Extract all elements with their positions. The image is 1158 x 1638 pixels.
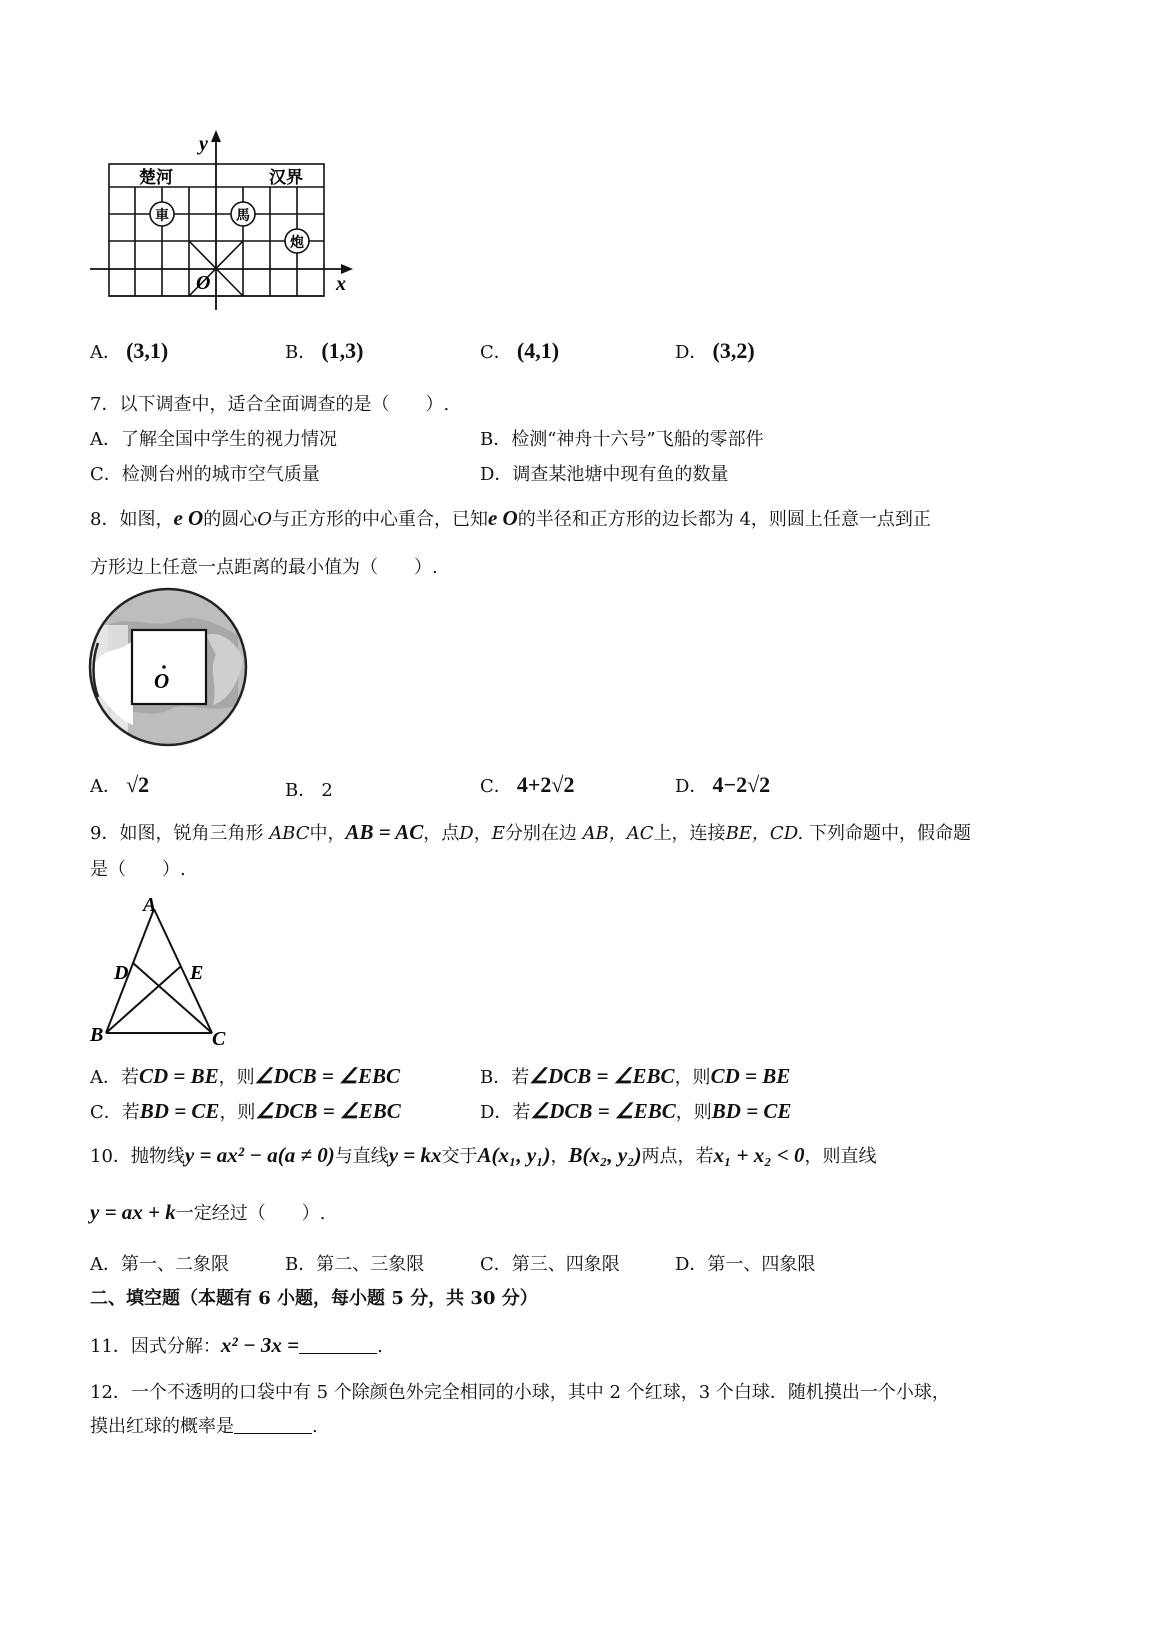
q9-point-d: D bbox=[459, 823, 474, 844]
section-2-heading: 二、填空题（本题有 6 小题，每小题 5 分，共 30 分） bbox=[90, 1288, 538, 1309]
q9-option-b-cond: ∠DCB = ∠EBC bbox=[529, 1064, 675, 1088]
q9-text-c: ，点 bbox=[423, 823, 460, 844]
q6-option-c-letter: C． bbox=[480, 342, 512, 363]
origin-label: O bbox=[196, 272, 211, 294]
q9-option-c-mid: ，则 bbox=[219, 1102, 256, 1123]
q6-option-d-value: (3,2) bbox=[712, 338, 755, 363]
q9-text-d: 分别在边 bbox=[504, 823, 577, 844]
q9-option-a-concl: ∠DCB = ∠EBC bbox=[254, 1064, 400, 1088]
q10-parabola: y = ax² − a(a ≠ 0) bbox=[184, 1143, 335, 1167]
circle-center-label: O bbox=[154, 669, 170, 693]
cannon-piece bbox=[285, 229, 309, 253]
q12-end: . bbox=[312, 1416, 318, 1437]
vertex-c-label: C bbox=[212, 1028, 226, 1050]
q10-text-b: 与直线 bbox=[334, 1146, 389, 1167]
q9-option-c bbox=[90, 1098, 401, 1124]
triangle-figure bbox=[88, 893, 238, 1053]
q8-option-c-letter: C． bbox=[480, 776, 512, 797]
q9-option-a-mid: ，则 bbox=[218, 1067, 255, 1088]
q6-option-c bbox=[480, 338, 559, 364]
q6-option-a-value: (3,1) bbox=[126, 338, 169, 363]
q9-option-d bbox=[480, 1098, 791, 1124]
q10-condition: x₁ + x₂ < 0 bbox=[713, 1143, 805, 1167]
q9-point-e: E bbox=[491, 823, 505, 844]
q9-option-b-concl: CD = BE bbox=[710, 1064, 791, 1088]
q7-option-a: A．了解全国中学生的视力情况 bbox=[90, 429, 337, 450]
q9-stem-line2: 是（ ）. bbox=[90, 859, 186, 880]
q10-option-d: D．第一、四象限 bbox=[675, 1254, 816, 1275]
q9-option-c-concl: ∠DCB = ∠EBC bbox=[255, 1099, 401, 1123]
q10-point-a: A(x₁, y₁) bbox=[477, 1143, 551, 1167]
q9-option-a-cond: CD = BE bbox=[139, 1064, 219, 1088]
q8-option-d-letter: D． bbox=[675, 776, 708, 797]
q9-comma: ， bbox=[473, 823, 492, 844]
q8-option-b-value: 2 bbox=[321, 780, 333, 801]
q12-text: 摸出红球的概率是 bbox=[90, 1416, 234, 1437]
q10-text-c: 交于 bbox=[441, 1146, 478, 1167]
q8-text-c: 与正方形的中心重合，已知 bbox=[271, 509, 488, 530]
q8-option-a bbox=[90, 772, 149, 798]
q10-text-e: ，则直线 bbox=[804, 1146, 877, 1167]
q9-option-c-cond: BD = CE bbox=[139, 1099, 220, 1123]
q9-text-b: 中， bbox=[309, 823, 346, 844]
q10-stem-line1 bbox=[90, 1142, 877, 1168]
q11 bbox=[90, 1332, 383, 1358]
q10-option-c: C．第三、四象限 bbox=[480, 1254, 620, 1275]
x-axis-label: x bbox=[336, 273, 346, 295]
river-right-text: 汉界 bbox=[269, 168, 303, 188]
horse-piece-label: 馬 bbox=[236, 208, 250, 224]
point-d-label: D bbox=[114, 962, 129, 984]
chariot-piece bbox=[150, 202, 174, 226]
q8-option-c bbox=[480, 772, 575, 798]
cannon-piece-label: 炮 bbox=[290, 235, 304, 251]
q10-text-a: 10．抛物线 bbox=[90, 1146, 185, 1167]
q9-option-a bbox=[90, 1063, 400, 1089]
q8-option-a-value: √2 bbox=[126, 772, 150, 797]
q6-option-b-value: (1,3) bbox=[321, 338, 364, 363]
q10-option-b: B．第二、三象限 bbox=[285, 1254, 425, 1275]
q9-option-b-pre: B．若 bbox=[480, 1067, 530, 1088]
q8-option-a-letter: A． bbox=[90, 776, 121, 797]
y-axis-label: y bbox=[199, 133, 208, 155]
horse-piece bbox=[231, 202, 255, 226]
q9-option-d-mid: ，则 bbox=[675, 1102, 712, 1123]
q6-option-a bbox=[90, 338, 168, 364]
q9-stem-line1 bbox=[90, 819, 971, 845]
q12-line1: 12．一个不透明的口袋中有 5 个除颜色外完全相同的小球，其中 2 个红球，3 个白球．随机摸出一个小球， bbox=[90, 1382, 950, 1403]
q9-option-d-cond: ∠DCB = ∠EBC bbox=[530, 1099, 676, 1123]
q12-line2 bbox=[90, 1412, 318, 1438]
q8-stem-line1 bbox=[90, 505, 931, 531]
q9-sides: AB，AC bbox=[582, 823, 654, 844]
q8-text-b: 的圆心 bbox=[203, 509, 258, 530]
q9-option-a-pre: A．若 bbox=[90, 1067, 139, 1088]
q10-line2-text: 一定经过（ ）. bbox=[175, 1203, 326, 1224]
q10-stem-line2 bbox=[90, 1199, 326, 1225]
q6-option-c-value: (4,1) bbox=[516, 338, 560, 363]
q9-text-f: 下列命题中，假命题 bbox=[808, 823, 971, 844]
q12-answer-blank[interactable] bbox=[234, 1417, 312, 1434]
q9-text-e: 上，连接 bbox=[653, 823, 726, 844]
q10-line: y = kx bbox=[388, 1143, 442, 1167]
q9-equation: AB = AC bbox=[345, 820, 424, 844]
q10-comma: ， bbox=[550, 1146, 569, 1167]
q11-end: . bbox=[377, 1336, 383, 1357]
q8-option-b-letter: B． bbox=[285, 780, 317, 801]
vertex-a-label: A bbox=[143, 894, 157, 916]
q9-option-b bbox=[480, 1063, 790, 1089]
q6-option-b-letter: B． bbox=[285, 342, 317, 363]
q7-stem: 7．以下调查中，适合全面调查的是（ ）. bbox=[90, 394, 450, 415]
q6-option-d-letter: D． bbox=[675, 342, 708, 363]
point-e-label: E bbox=[190, 962, 204, 984]
q8-o-italic: O bbox=[257, 509, 272, 530]
q10-point-b: B(x₂, y₂) bbox=[568, 1143, 642, 1167]
q8-stem-line2: 方形边上任意一点距离的最小值为（ ）. bbox=[90, 557, 438, 578]
q8-option-d bbox=[675, 772, 770, 798]
q8-circle-symbol-2: e O bbox=[487, 506, 518, 530]
q11-text: 11．因式分解： bbox=[90, 1336, 221, 1357]
q8-option-d-value: 4−2√2 bbox=[712, 772, 771, 797]
q8-text-d: 的半径和正方形的边长都为 4，则圆上任意一点到正 bbox=[517, 509, 931, 530]
circle-square-figure bbox=[88, 585, 253, 750]
q9-option-d-concl: BD = CE bbox=[711, 1099, 792, 1123]
chess-board-figure bbox=[85, 128, 360, 313]
river-left-text: 楚河 bbox=[139, 168, 173, 188]
q8-text-a: 8．如图， bbox=[90, 509, 174, 530]
chariot-piece-label: 車 bbox=[155, 208, 169, 224]
q6-option-d bbox=[675, 338, 755, 364]
q7-option-d: D．调查某池塘中现有鱼的数量 bbox=[480, 464, 729, 485]
q8-option-b bbox=[285, 776, 333, 802]
vertex-b-label: B bbox=[90, 1024, 104, 1046]
q6-option-a-letter: A． bbox=[90, 342, 121, 363]
q7-option-b: B．检测“神舟十六号”飞船的零部件 bbox=[480, 429, 764, 450]
q6-option-b bbox=[285, 338, 363, 364]
q10-text-d: 两点，若 bbox=[641, 1146, 714, 1167]
q9-option-c-pre: C．若 bbox=[90, 1102, 140, 1123]
q10-option-a: A．第一、二象限 bbox=[90, 1254, 229, 1275]
q9-segments: BE，CD. bbox=[725, 823, 804, 844]
q9-option-d-pre: D．若 bbox=[480, 1102, 531, 1123]
q9-abc: ABC bbox=[269, 823, 310, 844]
q8-option-c-value: 4+2√2 bbox=[516, 772, 575, 797]
q11-expression: x² − 3x = bbox=[220, 1333, 300, 1357]
q9-text-a: 9．如图，锐角三角形 bbox=[90, 823, 264, 844]
q11-answer-blank[interactable] bbox=[299, 1337, 377, 1354]
q8-circle-symbol-1: e O bbox=[173, 506, 204, 530]
q10-line2-expr: y = ax + k bbox=[90, 1200, 176, 1224]
q9-option-b-mid: ，则 bbox=[674, 1067, 711, 1088]
q7-option-c: C．检测台州的城市空气质量 bbox=[90, 464, 320, 485]
